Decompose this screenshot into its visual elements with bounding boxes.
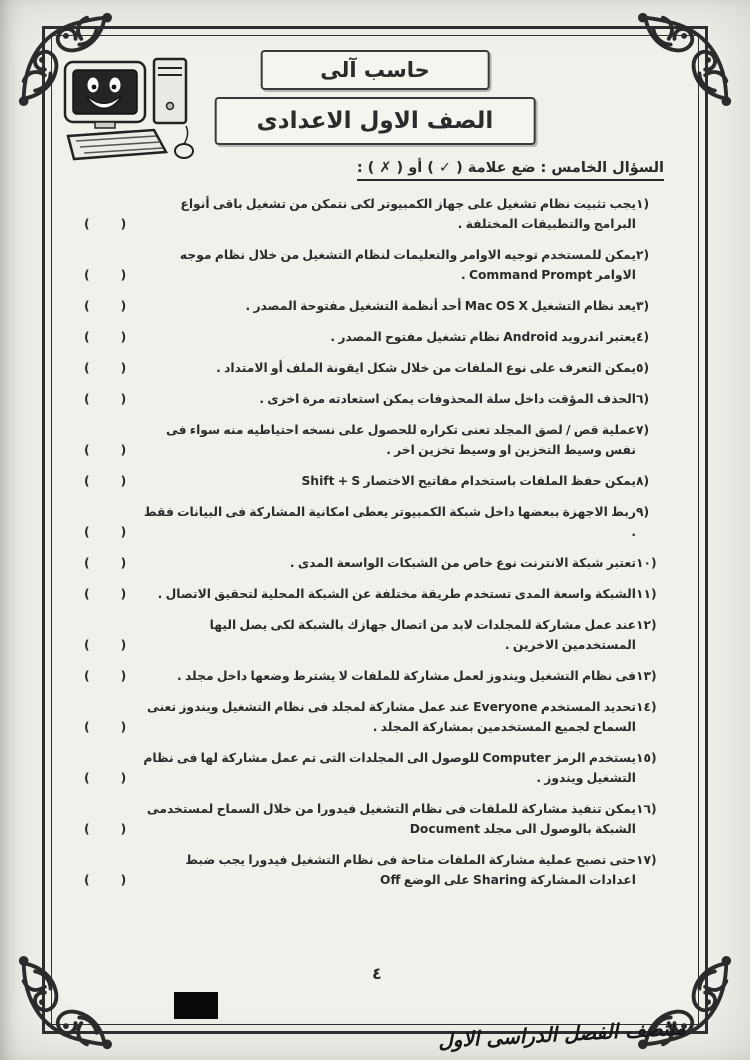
question-row (84, 389, 664, 409)
term-label: منتصف الفصل الدراسى الاول (437, 1015, 687, 1053)
question-number: ٥) (636, 361, 650, 375)
answer-slot[interactable]: ( ) (84, 268, 128, 282)
question-row (84, 748, 664, 788)
question-text: يعد نظام التشغيل Mac OS X أحد أنظمة التشغيل مفتوحة المصدر . (245, 299, 636, 313)
answer-slot[interactable]: ( ) (84, 638, 128, 652)
question-row (84, 245, 664, 285)
question-text: يمكن للمستخدم توجيه الاوامر والتعليمات لنظام التشغيل من خلال نظام موجه الاوامر Command Prompt . (179, 248, 636, 282)
question-text: يجب تثبيت نظام تشغيل على جهاز الكمبيوتر لكى نتمكن من تشغيل باقى أنواع البرامج والتطبيقات المختلفة . (180, 197, 636, 231)
question-text: تعتبر شبكة الانترنت نوع خاص من الشبكات الواسعة المدى . (289, 556, 636, 570)
answer-slot[interactable]: ( ) (84, 392, 128, 406)
section-header (84, 160, 664, 181)
question-text: فى نظام التشغيل ويندوز لعمل مشاركة للملفات لا يشترط وضعها داخل مجلد . (177, 669, 636, 683)
question-number: ٨) (636, 474, 650, 488)
question-row (84, 471, 664, 491)
question-row (84, 194, 664, 234)
question-number: ١٥) (636, 751, 657, 765)
question-text: الشبكة واسعة المدى تستخدم طريقة مختلفة عن الشبكة المحلية لتحقيق الاتصال . (157, 587, 636, 601)
page-number: ٤ (372, 964, 382, 983)
question-number: ١١) (636, 587, 657, 601)
question-text: يمكن حفظ الملفات باستخدام مفاتيح الاختصار Shift + S (301, 474, 636, 488)
answer-slot[interactable]: ( ) (84, 771, 128, 785)
question-row (84, 697, 664, 737)
question-row (84, 799, 664, 839)
subject-title: حاسب آلى (320, 58, 430, 82)
question-text: الحذف المؤقت داخل سلة المحذوفات يمكن استعادته مرة اخرى . (259, 392, 636, 406)
question-text: عملية قص / لصق المجلد تعنى تكراره للحصول على نسخه احتياطيه منه سواء فى نفس وسيط التخزين او وسيط تخزين اخر . (166, 423, 636, 457)
question-number: ٧) (636, 423, 650, 437)
grade-title: الصف الاول الاعدادى (256, 108, 494, 134)
section-header-text: السؤال الخامس : ضع علامة ( ✓ ) أو ( ✗ ) : (357, 160, 664, 181)
answer-slot[interactable]: ( ) (84, 330, 128, 344)
exam-content (84, 160, 664, 890)
question-number: ٢) (636, 248, 650, 262)
question-row (84, 502, 664, 542)
question-number: ١٣) (636, 669, 657, 683)
question-row (84, 615, 664, 655)
answer-slot[interactable]: ( ) (84, 669, 128, 683)
answer-slot[interactable]: ( ) (84, 361, 128, 375)
answer-slot[interactable]: ( ) (84, 556, 128, 570)
answer-slot[interactable]: ( ) (84, 474, 128, 488)
question-row (84, 327, 664, 347)
subject-title-box (260, 50, 490, 90)
computer-clipart-icon (62, 56, 200, 164)
question-number: ١٧) (636, 853, 657, 867)
question-number: ٣) (636, 299, 650, 313)
question-number: ١٢) (636, 618, 657, 632)
question-text: تحديد المستخدم Everyone عند عمل مشاركة لمجلد فى نظام التشغيل ويندوز تعنى السماح لجميع المستخدمين بمشاركة المجلد . (147, 700, 636, 734)
question-number: ١٠) (636, 556, 657, 570)
answer-slot[interactable]: ( ) (84, 299, 128, 313)
answer-slot[interactable]: ( ) (84, 443, 128, 457)
question-row (84, 850, 664, 890)
answer-slot[interactable]: ( ) (84, 720, 128, 734)
question-number: ١) (636, 197, 650, 211)
question-number: ٩) (636, 505, 650, 519)
questions-list (84, 194, 664, 890)
answer-slot[interactable]: ( ) (84, 217, 128, 231)
question-number: ٤) (636, 330, 650, 344)
answer-slot[interactable]: ( ) (84, 822, 128, 836)
corner-ornament-icon (638, 10, 734, 106)
answer-slot[interactable]: ( ) (84, 873, 128, 887)
grade-title-box (215, 97, 536, 145)
question-row (84, 584, 664, 604)
question-text: يمكن تنفيذ مشاركة للملفات فى نظام التشغيل فيدورا من خلال السماح لمستخدمى الشبكة بالوصول الى مجلد Document (146, 802, 636, 836)
question-text: حتى تصبح عملية مشاركة الملفات متاحة فى نظام التشغيل فيدورا يجب ضبط اعدادات المشاركة Sharing على الوضع Off (185, 853, 636, 887)
title-block (215, 50, 536, 145)
question-text: ربط الاجهزة ببعضها داخل شبكة الكمبيوتر يعطى امكانية المشاركة فى البيانات فقط . (143, 505, 636, 539)
question-number: ٦) (636, 392, 650, 406)
question-row (84, 296, 664, 316)
question-row (84, 553, 664, 573)
question-text: يمكن التعرف على نوع الملفات من خلال شكل ايقونة الملف أو الامتداد . (216, 361, 636, 375)
question-row (84, 358, 664, 378)
corner-ornament-icon (16, 956, 112, 1052)
question-row (84, 666, 664, 686)
question-number: ١٤) (636, 700, 657, 714)
question-text: عند عمل مشاركة للمجلدات لابد من اتصال جهازك بالشبكة لكى يصل اليها المستخدمين الاخرين . (209, 618, 636, 652)
answer-slot[interactable]: ( ) (84, 587, 128, 601)
answer-slot[interactable]: ( ) (84, 525, 128, 539)
question-row (84, 420, 664, 460)
redaction-mark (174, 992, 218, 1019)
question-text: يعتبر اندرويد Android نظام تشغيل مفتوح المصدر . (330, 330, 636, 344)
question-number: ١٦) (636, 802, 657, 816)
question-text: يستخدم الرمز Computer للوصول الى المجلدات التى تم عمل مشاركة لها فى نظام التشغيل ويندوز . (143, 751, 636, 785)
